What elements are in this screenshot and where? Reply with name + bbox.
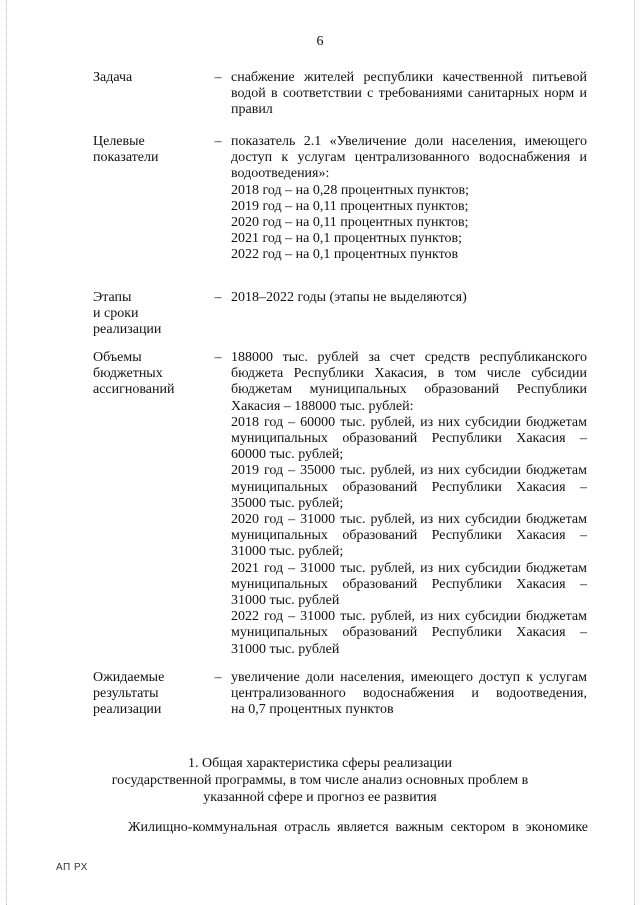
- value-line: Хакасия – 188000 тыс. рублей:: [231, 398, 414, 414]
- row-value: [231, 670, 587, 719]
- row-label: [93, 70, 203, 86]
- value-line: централизованного водоснабжения и водоотведения,: [231, 686, 587, 702]
- value-line: 2018 год – на 0,28 процентных пунктов;: [231, 182, 470, 198]
- value-line: 31000 тыс. рублей;: [231, 544, 344, 560]
- value-line: муниципальных образований Республики Хакасия –: [231, 625, 587, 641]
- value-line: 2020 год – на 0,11 процентных пунктов;: [231, 215, 469, 231]
- value-line: показатель 2.1 «Увеличение доли населения, имеющего: [231, 134, 587, 149]
- row-dash: –: [214, 70, 222, 85]
- row-value: [231, 350, 587, 658]
- value-line: на 0,7 процентных пунктов: [231, 702, 394, 718]
- row-label-line: Задача: [93, 70, 133, 85]
- value-line: правил: [231, 102, 273, 118]
- row-label: [93, 670, 203, 719]
- footer-mark: АП РХ: [56, 862, 88, 873]
- value-line: 2020 год – 31000 тыс. рублей, из них субсидии бюджетам: [231, 512, 587, 528]
- value-line: доступ к услугам централизованного водоснабжения и: [231, 150, 587, 166]
- value-line: 35000 тыс. рублей;: [231, 495, 344, 511]
- row-dash: –: [214, 134, 222, 149]
- value-line: 31000 тыс. рублей: [231, 641, 340, 657]
- value-line: муниципальных образований Республики Хакасия –: [231, 479, 587, 495]
- body-paragraph-line: Жилищно-коммунальная отрасль является важным сектором в экономике: [128, 820, 588, 835]
- value-line: водоотведения»:: [231, 166, 330, 182]
- row-label: [93, 134, 203, 166]
- value-line: 2021 год – на 0,1 процентных пунктов;: [231, 231, 463, 247]
- value-line: муниципальных образований Республики Хакасия –: [231, 528, 587, 544]
- section-heading-line: 1. Общая характеристика сферы реализации: [188, 756, 452, 771]
- row-label-line: ассигнований: [93, 382, 175, 398]
- value-line: бюджета Республики Хакасия, в том числе субсидии: [231, 366, 587, 382]
- row-label-line: бюджетных: [93, 366, 163, 382]
- value-line: 2021 год – 31000 тыс. рублей, из них субсидии бюджетам: [231, 560, 587, 576]
- value-line: 2019 год – 35000 тыс. рублей, из них субсидии бюджетам: [231, 463, 587, 479]
- value-line: 2018–2022 годы (этапы не выделяются): [231, 290, 467, 305]
- row-label-line: реализации: [93, 702, 162, 718]
- value-line: 31000 тыс. рублей: [231, 593, 340, 609]
- row-dash: –: [214, 670, 222, 685]
- row-label-line: Этапы: [93, 290, 132, 305]
- section-heading: [0, 755, 640, 806]
- row-label: [93, 350, 203, 399]
- row-value: [231, 290, 587, 306]
- value-line: водой в соответствии с требованиями санитарных норм и: [231, 86, 587, 102]
- row-value: [231, 70, 587, 119]
- row-dash: –: [214, 290, 222, 305]
- value-line: 60000 тыс. рублей;: [231, 447, 344, 463]
- row-label-line: и сроки: [93, 306, 139, 322]
- value-line: муниципальных образований Республики Хакасия –: [231, 576, 587, 592]
- value-line: 2019 год – на 0,11 процентных пунктов;: [231, 198, 469, 214]
- row-label-line: реализации: [93, 322, 162, 338]
- row-label-line: Ожидаемые: [93, 670, 165, 685]
- value-line: 2018 год – 60000 тыс. рублей, из них субсидии бюджетам: [231, 414, 587, 430]
- section-heading-line: государственной программы, в том числе анализ основных проблем в: [111, 773, 529, 788]
- row-label-line: результаты: [93, 686, 159, 702]
- row-dash: –: [214, 350, 222, 365]
- value-line: 188000 тыс. рублей за счет средств республиканского: [231, 350, 587, 365]
- value-line: снабжение жителей республики качественной питьевой: [231, 70, 587, 85]
- row-label-line: показатели: [93, 150, 159, 166]
- value-line: муниципальных образований Республики Хакасия –: [231, 431, 587, 447]
- value-line: бюджетам муниципальных образований Республики: [231, 382, 587, 398]
- page-number: 6: [316, 34, 324, 49]
- row-label: [93, 290, 203, 339]
- row-label-line: Объемы: [93, 350, 142, 365]
- value-line: 2022 год – на 0,1 процентных пунктов: [231, 247, 459, 263]
- row-label-line: Целевые: [93, 134, 145, 149]
- row-value: [231, 134, 587, 264]
- section-heading-line: указанной сфере и прогноз ее развития: [203, 790, 437, 805]
- value-line: увеличение доли населения, имеющего доступ к услугам: [231, 670, 587, 685]
- value-line: 2022 год – 31000 тыс. рублей, из них субсидии бюджетам: [231, 609, 587, 625]
